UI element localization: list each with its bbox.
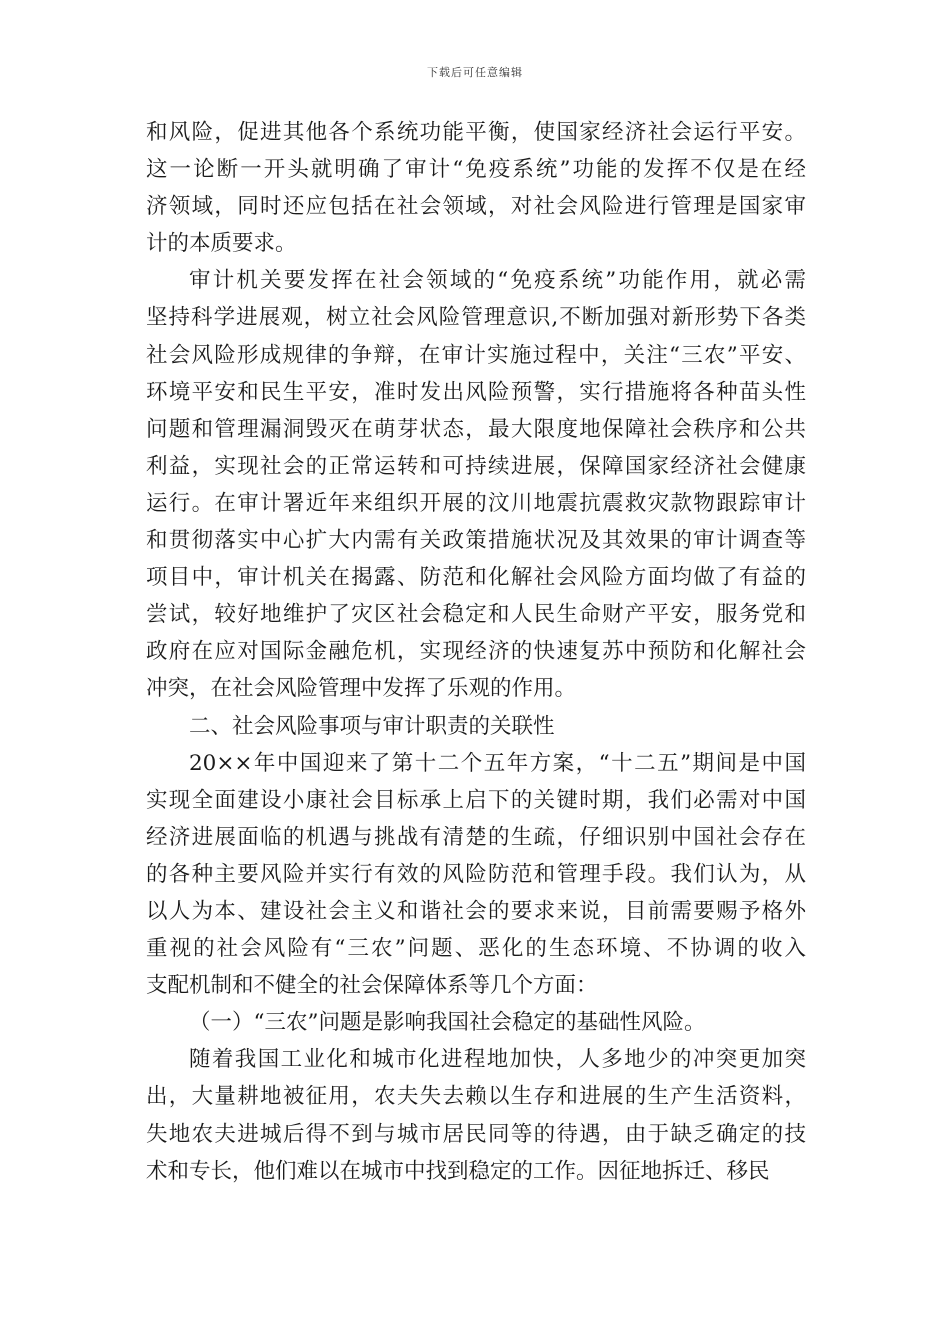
- text-line: 坚持科学进展观，树立社会风险管理意识,不断加强对新形势下各类: [146, 305, 806, 331]
- paragraph: [146, 708, 806, 745]
- text-line: 术和专长，他们难以在城市中找到稳定的工作。因征地拆迁、移民: [146, 1158, 770, 1184]
- text-line: 和风险，促进其他各个系统功能平衡，使国家经济社会运行平安。: [146, 120, 806, 145]
- text-line: 冲突，在社会风险管理中发挥了乐观的作用。: [146, 676, 577, 702]
- text-line: 这一论断一开头就明确了审计“免疫系统”功能的发挥不仅是在经: [146, 157, 806, 183]
- text-line: （一）“三农”问题是影响我国社会稳定的基础性风险。: [189, 1010, 706, 1036]
- text-line: 二、社会风险事项与审计职责的关联性: [189, 713, 555, 739]
- text-line: 项目中，审计机关在揭露、防范和化解社会风险方面均做了有益的: [146, 565, 806, 591]
- text-line: 出，大量耕地被征用，农夫失去赖以生存和进展的生产生活资料，: [146, 1084, 806, 1110]
- text-line: 的各种主要风险并实行有效的风险防范和管理手段。我们认为，从: [146, 861, 806, 887]
- text-line: 问题和管理漏洞毁灭在萌芽状态，最大限度地保障社会秩序和公共: [146, 416, 806, 442]
- text-line: 计的本质要求。: [146, 231, 297, 257]
- text-line: 审计机关要发挥在社会领域的“免疫系统”功能作用，就必需: [189, 268, 806, 294]
- paragraph: [146, 262, 806, 707]
- text-line: 运行。在审计署近年来组织开展的汶川地震抗震救灾款物跟踪审计: [146, 490, 806, 516]
- paragraph: [146, 1004, 806, 1041]
- paragraph: [146, 1041, 806, 1189]
- text-line: 政府在应对国际金融危机，实现经济的快速复苏中预防和化解社会: [146, 639, 806, 665]
- text-line: 以人为本、建设社会主义和谐社会的要求来说，目前需要赐予格外: [146, 898, 806, 924]
- text-line: 20××年中国迎来了第十二个五年方案，“十二五”期间是中国: [189, 750, 806, 776]
- document-body: [146, 114, 806, 1190]
- text-line: 尝试，较好地维护了灾区社会稳定和人民生命财产平安，服务党和: [146, 602, 806, 628]
- text-line: 济领域，同时还应包括在社会领域，对社会风险进行管理是国家审: [146, 194, 806, 220]
- page-header: 下载后可任意编辑: [427, 66, 523, 79]
- text-line: 和贯彻落实中心扩大内需有关政策措施状况及其效果的审计调查等: [146, 528, 806, 554]
- text-line: 经济进展面临的机遇与挑战有清楚的生疏，仔细识别中国社会存在: [146, 824, 806, 850]
- paragraph: [146, 745, 806, 1005]
- text-line: 环境平安和民生平安，准时发出风险预警，实行措施将各种苗头性: [146, 379, 806, 405]
- text-line: 随着我国工业化和城市化进程地加快，人多地少的冲突更加突: [189, 1047, 806, 1073]
- text-line: 利益，实现社会的正常运转和可持续进展，保障国家经济社会健康: [146, 453, 806, 479]
- text-line: 支配机制和不健全的社会保障体系等几个方面：: [146, 973, 598, 999]
- text-line: 失地农夫进城后得不到与城市居民同等的待遇，由于缺乏确定的技: [146, 1121, 806, 1147]
- paragraph: [146, 114, 806, 262]
- text-line: 重视的社会风险有“三农”问题、恶化的生态环境、不协调的收入: [146, 936, 806, 962]
- text-line: 社会风险形成规律的争辩，在审计实施过程中，关注“三农”平安、: [146, 342, 806, 368]
- text-line: 实现全面建设小康社会目标承上启下的关键时期，我们必需对中国: [146, 787, 806, 813]
